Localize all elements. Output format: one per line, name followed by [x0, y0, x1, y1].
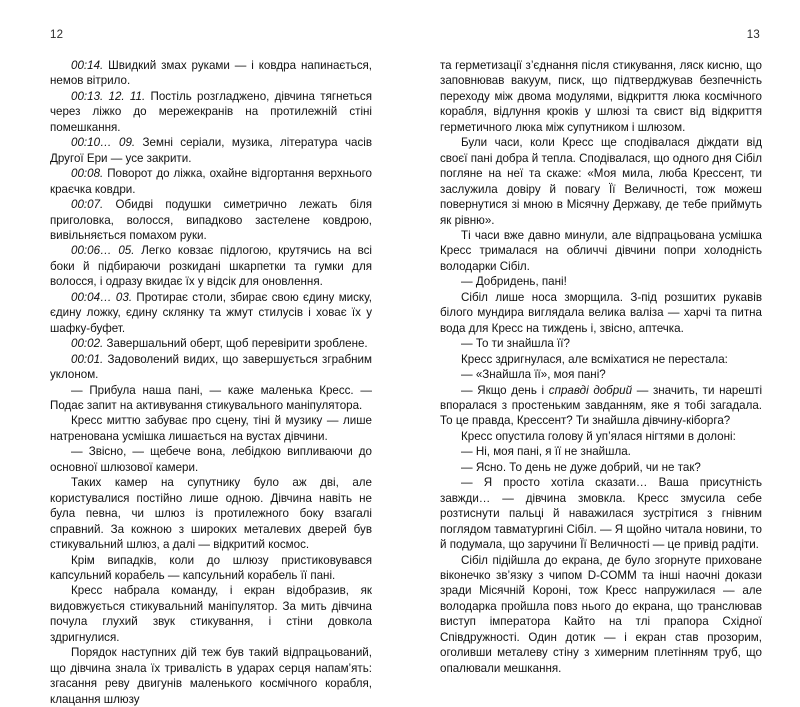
paragraph	[440, 553, 762, 677]
text-run: Завершальний оберт, щоб перевірити зроблене.	[103, 337, 368, 351]
paragraph	[50, 553, 372, 584]
text-run: — Якщо день і	[461, 383, 549, 397]
text-run: Порядок наступних дій теж був такий відпрацьований, що дівчина знала їх тривалість в ударах серця напам’ять: згасання реву двигунів маленького космічного корабля, клацання шлюзу	[50, 646, 372, 706]
paragraph	[50, 89, 372, 135]
text-run: та герметизації з’єднання після стикування, ляск кисню, що заповнював вакуум, писк, що підтверджував безпечність переходу між двома модулями, відкриття люка космічного корабля, відлуння кроків у шлюзі та свист від відкриття герметичного люка між супутником і шлюзом.	[440, 59, 762, 134]
paragraph	[440, 460, 762, 475]
text-run: Задоволений видих, що завершується зграбним уклоном.	[50, 352, 372, 382]
text-run: Кресс набрала команду, і екран відобразив, як видовжується стикувальний маніпулятор. За мить дівчина почула глухий звук стикування, і стіни довкола здригнулися.	[50, 584, 372, 644]
italic-run: 00:08.	[71, 167, 104, 181]
text-run: Обидві подушки симетрично лежать біля приголовка, волосся, випадково застелене ковдрою, вивільняється помахом руки.	[50, 198, 372, 242]
paragraph	[440, 429, 762, 444]
paragraph	[440, 274, 762, 289]
paragraph	[440, 383, 762, 429]
text-run: Були часи, коли Кресс ще сподівалася діждати від своєї пані добра й тепла. Сподівалася, що одного дня Сібіл погляне на неї та скаже: «Моя мила, люба Крессент, ти заслужила довіру й повагу Її Величності, тож можеш повернутися зі мною в Місячну Державу, де тебе приймуть як рівню».	[440, 136, 762, 227]
italic-run: 00:10… 09.	[71, 136, 136, 150]
paragraph	[50, 197, 372, 243]
paragraph	[440, 444, 762, 459]
text-run: Кресс здригнулася, але всміхатися не перестала:	[461, 352, 728, 366]
text-run: — «Знайшла її», моя пані?	[461, 368, 606, 382]
text-run: Постіль розгладжено, дівчина тягнеться через ліжко до мережекранів на протилежній стіні помешкання.	[50, 89, 372, 134]
paragraph	[440, 135, 762, 228]
page-right	[400, 0, 800, 675]
text-run: — Добридень, пані!	[461, 275, 567, 289]
italic-run: 00:13. 12. 11.	[71, 89, 146, 103]
paragraph	[50, 583, 372, 645]
paragraph	[440, 367, 762, 382]
text-run: Сібіл підійшла до екрана, де було згорнуте приховане віконечко зв’язку з чипом D-COMM та інші наочні докази зради Місячній Короні, тож Кресс напружилася — але володарка пройшла повз нього до екрана, що транслював виступ імператора Кайто на тлі прапора Східної Співдружності. Один дотик — і екран став прозорим, оголивши металеву стіну з химерним плетінням труб, що опалювали мешкання.	[440, 553, 762, 675]
italic-run: 00:06… 05.	[71, 244, 135, 258]
paragraph	[50, 336, 372, 351]
body-text-right	[440, 58, 762, 676]
paragraph	[440, 475, 762, 552]
paragraph	[50, 383, 372, 414]
paragraph	[440, 352, 762, 367]
text-run: Таких камер на супутнику було аж дві, але користувалися постійно лише одною. Дівчина навіть не була певна, чи шлюз із протилежного боку взагалі справний. За кожною з широких металевих дверей був стикувальний шлюз, а далі — відкритий космос.	[50, 476, 372, 552]
italic-run: справді добрий	[548, 383, 633, 397]
text-run: Ті часи вже давно минули, але відпрацьована усмішка Кресс трималася на обличчі дівчини попри холодність володарки Сібіл.	[440, 228, 762, 273]
paragraph	[50, 290, 372, 336]
body-text-left	[50, 58, 372, 707]
text-run: — значить, ти нарешті впоралася з простеньким завданням, яке я тобі загадала. То це правда, Крессент? Ти знайшла дівчину-кіборга?	[440, 383, 763, 428]
text-run: — Я просто хотіла сказати… Ваша присутність завжди… — дівчина змовкла. Кресс змусила себе розтиснути пальці й наважилася зустрітися з гнівним поглядом тавматургині Сібіл. — Я щойно читала новини, то й подумала, що заручини Її Величності — це привід радіти.	[440, 476, 762, 552]
paragraph	[50, 475, 372, 552]
italic-run: 00:02.	[71, 337, 104, 351]
paragraph	[50, 166, 372, 197]
page-number-left: 12	[50, 29, 64, 41]
paragraph	[440, 228, 762, 274]
text-run: — Прибула наша пані, — каже маленька Кресс. — Подає запит на активування стикувального маніпулятора.	[50, 383, 372, 412]
paragraph	[50, 413, 372, 444]
paragraph	[440, 58, 762, 135]
paragraph	[50, 135, 372, 166]
italic-run: 00:01.	[71, 352, 104, 366]
text-run: Легко ковзає підлогою, крутячись на всі боки й підбираючи розкидані шкарпетки та гумки для волосся, і одразу вкидає їх у відсік для оновлення.	[50, 244, 372, 289]
paragraph	[50, 352, 372, 383]
text-run: Кресс миттю забуває про сцену, тіні й музику — лише натренована усмішка лишається на вустах дівчини.	[50, 414, 372, 443]
page-left	[0, 0, 400, 706]
text-run: Сібіл лише носа зморщила. З-під розшитих рукавів білого мундира виглядала велика валіза — харчі та питна вода для Кресс на тиждень і, звісно, аптечка.	[440, 290, 762, 335]
paragraph	[440, 336, 762, 351]
paragraph	[50, 243, 372, 289]
text-run: Швидкий змах руками — і ковдра напинається, немов вітрило.	[50, 59, 372, 88]
text-run: Поворот до ліжка, охайне відгортання верхнього краєчка ковдри.	[50, 167, 372, 196]
paragraph	[440, 290, 762, 336]
text-run: — То ти знайшла її?	[461, 337, 570, 351]
text-run: Земні серіали, музика, література часів Другої Ери — усе закрити.	[50, 136, 372, 165]
italic-run: 00:07.	[71, 198, 104, 212]
page-number-right: 13	[746, 29, 760, 41]
italic-run: 00:14.	[71, 59, 104, 72]
paragraph	[50, 58, 372, 89]
text-run: Крім випадків, коли до шлюзу пристиковувався капсульний корабель — капсульний корабель її пані.	[50, 553, 372, 582]
text-run: — Звісно, — щебече вона, лебідкою випливаючи до основної шлюзової камери.	[50, 445, 372, 474]
text-run: Протирає столи, збирає свою єдину миску, єдину ложку, єдину склянку та жмут стилусів і ховає їх у шафку-буфет.	[50, 290, 372, 335]
text-run: Кресс опустила голову й уп’ялася нігтями в долоні:	[461, 429, 736, 443]
italic-run: 00:04… 03.	[71, 290, 133, 304]
paragraph	[50, 645, 372, 707]
text-run: — Ні, моя пані, я її не знайшла.	[461, 445, 631, 459]
paragraph	[50, 444, 372, 475]
text-run: — Ясно. То день не дуже добрий, чи не так?	[461, 460, 701, 474]
